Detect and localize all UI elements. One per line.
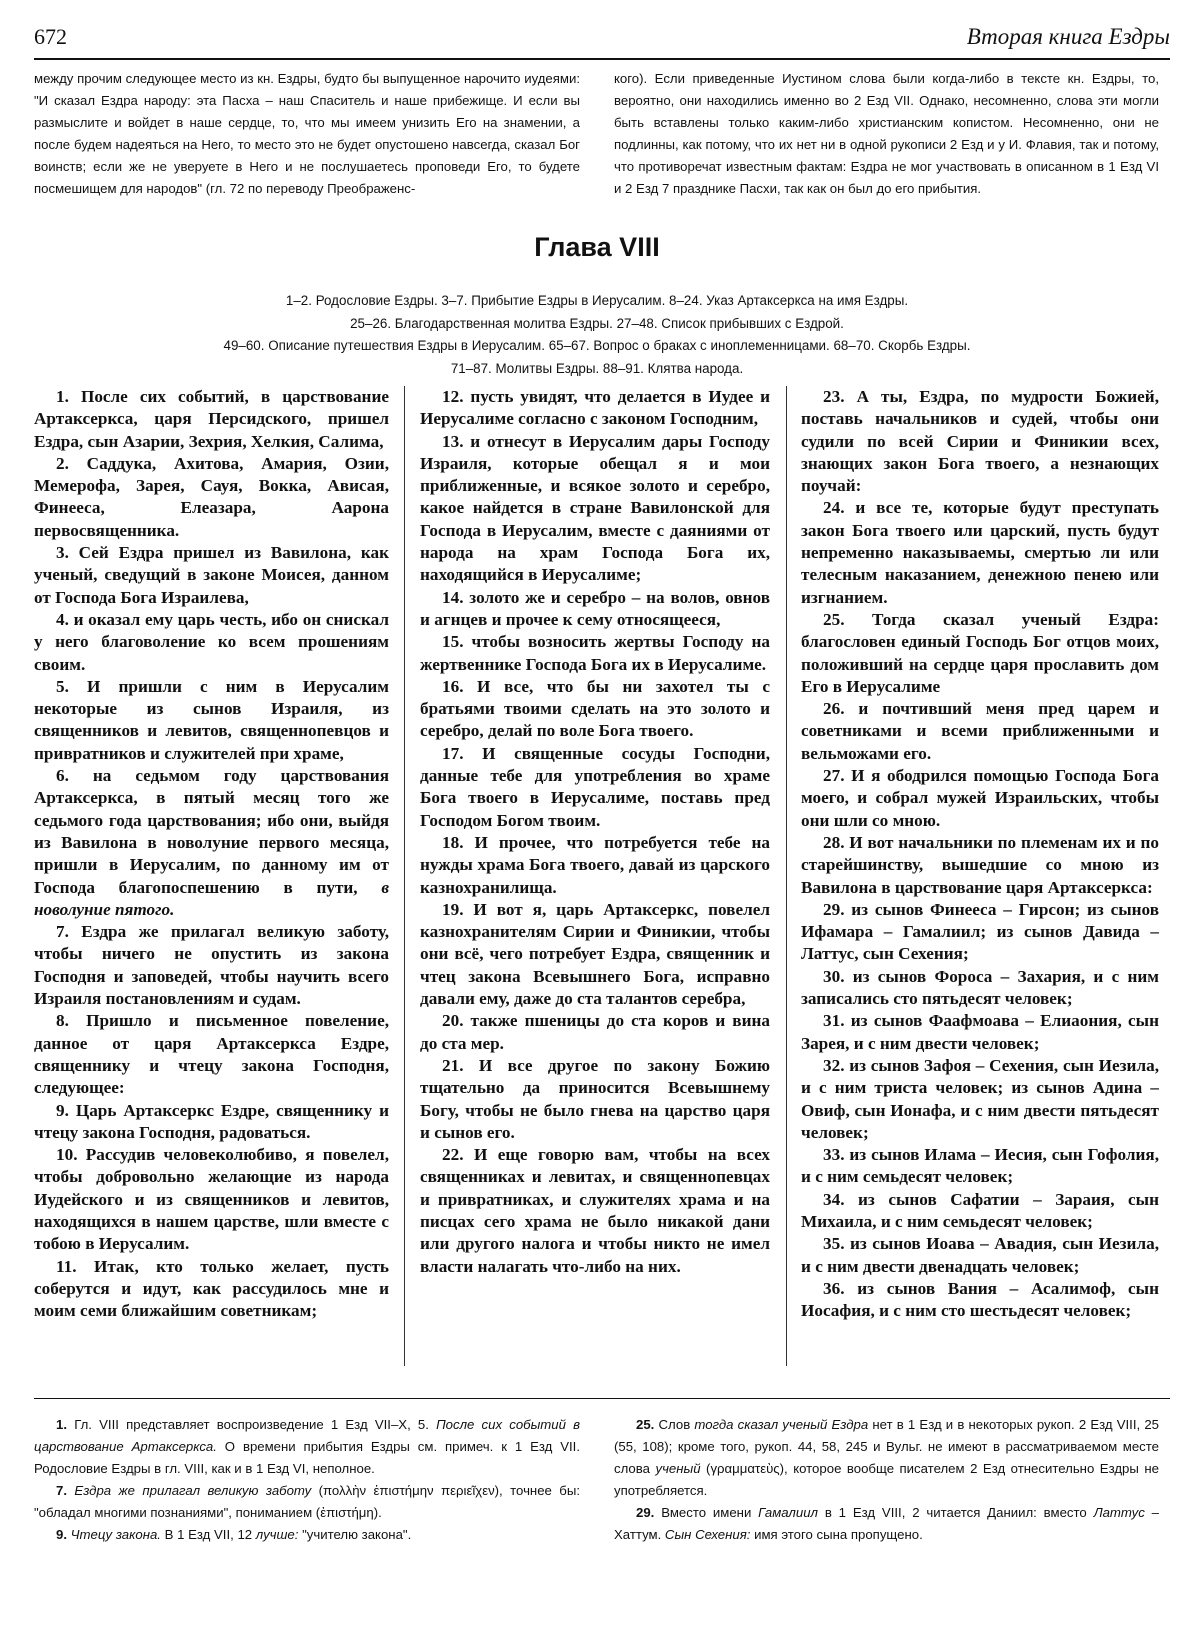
footnote-italic: ученый [655, 1461, 701, 1476]
footnote-text: В 1 Езд VII, 12 [160, 1527, 256, 1542]
footnote-number: 1. [56, 1417, 67, 1432]
footnote-number: 7. [56, 1483, 67, 1498]
verse: 13. и отнесут в Иерусалим дары Господу Израиля, которые обещал я и мои приближенные, и всякое золото и серебро, какое найдется в стране Вавилонской для Господа в Иерусалим, вместе с даяниями от народа на храм Господа Бога их, находящийся в Иерусалиме; [420, 431, 770, 585]
verse: 1. После сих событий, в царствование Артаксеркса, царя Персидского, пришел Ездра, сын Азарии, Зехрия, Хелкия, Салима, [34, 387, 389, 451]
page-number: 672 [34, 24, 67, 49]
verse: 18. И прочее, что потребуется тебе на нужды храма Бога твоего, давай из царского казнохранилища. [420, 832, 770, 897]
footnote-7 [34, 1480, 580, 1524]
chapter-summary [0, 290, 1194, 380]
footnote-text: – Хаттум. [614, 1505, 1159, 1542]
footnote-italic: После сих событий в царствование Артаксеркса. [34, 1417, 580, 1454]
verse: 21. И все другое по закону Божию тщательно да приносится Всевышнему Богу, чтобы не было гнева на царство царя и сынов его. [420, 1055, 770, 1142]
verse: 35. из сынов Иоава – Авадия, сын Иезила, и с ним двести двенадцать человек; [801, 1234, 1159, 1276]
verse: 25. Тогда сказал ученый Ездра: благословен единый Господь Бог отцов моих, положивший на сердце царя прославить дом Его в Иерусалиме [801, 609, 1159, 696]
verse: 10. Рассудив человеколюбиво, я повелел, чтобы добровольно желающие из народа Иудейского и из священников и левитов, находящихся в нашем царстве, шли вместе с тобою в Иерусалим. [34, 1145, 389, 1254]
verse-text: 6. на седьмом году царствования Артаксеркса, в пятый месяц того же седьмого года царствования; ибо они, выйдя из Вавилона в новолуние первого месяца, пришли в Иерусалим, по данному им от Господа благопоспешению в пути, [34, 766, 389, 897]
footnote-italic: Чтецу закона. [70, 1527, 161, 1542]
footnote-text: Гл. VIII представляет воспроизведение 1 Езд VII–X, 5. [74, 1417, 437, 1432]
summary-line: 1–2. Родословие Ездры. 3–7. Прибытие Ездры в Иерусалим. 8–24. Указ Артаксеркса на имя Ездры. [285, 293, 909, 308]
summary-line: 25–26. Благодарственная молитва Ездры. 27–48. Список прибывших с Ездрой. [350, 315, 844, 331]
verse: 9. Царь Артаксеркс Ездре, священнику и чтецу закона Господня, радоваться. [34, 1100, 389, 1142]
verse: 20. также пшеницы до ста коров и вина до ста мер. [420, 1011, 770, 1053]
verse: 32. из сынов Зафоя – Сехения, сын Иезила, и с ним триста человек; из сынов Адина – Овиф, сын Ионафа, и с ним двести пятьдесят человек; [801, 1055, 1159, 1142]
column-divider [404, 386, 405, 1366]
verse-italic-text: в новолуние пятого. [34, 877, 389, 919]
verse: 3. Сей Ездра пришел из Вавилона, как ученый, сведущий в законе Моисея, данном от Господа Бога Израилева, [34, 543, 389, 607]
verse: 33. из сынов Илама – Иесия, сын Гофолия, и с ним семьдесят человек; [801, 1145, 1159, 1187]
verse: 4. и оказал ему царь честь, ибо он снискал у него благоволение ко всем прошениям своим. [34, 609, 389, 674]
summary-line: 49–60. Описание путешествия Ездры в Иерусалим. 65–67. Вопрос о браках с иноплеменницами. 68–70. Скорбь Ездры. [223, 338, 971, 353]
footnote-number: 25. [636, 1417, 655, 1432]
footnote-text: Вместо имени [661, 1505, 759, 1520]
verse: 7. Ездра же прилагал великую заботу, чтобы ничего не опустить из закона Господня и заповедей, чтобы научить всего Израиля постановлениям и судам. [34, 922, 389, 1009]
verse: 11. Итак, кто только желает, пусть соберутся и идут, как рассудилось мне и моим семи ближайшим советникам; [34, 1256, 389, 1321]
verse: 24. и все те, которые будут преступать закон Бога твоего или царский, пусть будут непременно наказываемы, смертью ли или телесным наказанием, денежною пенею или изгнанием. [801, 498, 1159, 607]
verse: 19. И вот я, царь Артаксеркс, повелел казнохранителям Сирии и Финикии, чтобы они всё, чего потребует Ездра, священник и чтец закона Всевышнего Бога, исправно давали ему, даже до ста талантов серебра, [420, 899, 770, 1009]
footnote-italic: Сын Сехения: [664, 1527, 751, 1542]
verse-column-1 [34, 386, 389, 1386]
running-head [34, 18, 1170, 60]
footnote-italic: Гамалиил [758, 1505, 818, 1520]
footnote-italic: Ездра же прилагал великую заботу [74, 1483, 312, 1498]
footnote-number: 9. [56, 1527, 67, 1542]
summary-line: 71–87. Молитвы Ездры. 88–91. Клятва народа. [450, 360, 744, 376]
verse: 16. И все, что бы ни захотел ты с братьями твоими сделать на это золото и серебро, делай по воле Бога твоего. [420, 676, 770, 741]
verse: 5. И пришли с ним в Иерусалим некоторые из сынов Израиля, из священников и левитов, священнопевцов и привратников и служителей при храме, [34, 676, 389, 763]
footnote-text: в 1 Езд VIII, 2 читается Даниил: вместо [817, 1505, 1094, 1520]
verse-column-2 [420, 386, 770, 1386]
footnote-text: О времени прибытия Ездры см. примеч. к 1 Езд VII. Родословие Ездры в гл. VIII, как и в 1 Езд VI, неполное. [34, 1439, 580, 1476]
verse: 22. И еще говорю вам, чтобы на всех священниках и левитах, и священнопевцах и привратниках, и служителях храма и на писцах сего храма не было никакой дани или другого налога и чтобы никто не имел власти налагать что-либо на них. [420, 1145, 770, 1276]
verse: 15. чтобы возносить жертвы Господу на жертвеннике Господа Бога их в Иерусалиме. [420, 632, 770, 674]
verse: 8. Пришло и письменное повеление, данное от царя Артаксеркса Ездре, священнику и чтецу закона Господня, следующее: [34, 1011, 389, 1098]
verse: 26. и почтивший меня пред царем и советниками и всеми приближенными и вельможами его. [801, 699, 1159, 763]
footnote-text: (γραμματεὺς), которое вообще писателем 2 Езд отнесительно Ездры не употребляется. [614, 1461, 1159, 1498]
verse: 36. из сынов Вания – Асалимоф, сын Иосафия, и с ним сто шестьдесят человек; [801, 1278, 1159, 1321]
footnote-text: "учителю закона". [298, 1527, 412, 1542]
footnotes-right [614, 1414, 1159, 1546]
footnote-number: 29. [636, 1505, 655, 1520]
verse-column-3 [801, 386, 1159, 1386]
footnote-text: нет в 1 Езд и в некоторых рукоп. 2 Езд VIII, 25 (55, 108); кроме того, рукоп. 44, 58, 245 и Вульг. не имеют в рассматриваемом месте слова [614, 1417, 1159, 1476]
verse: 31. из сынов Фаафмоава – Елиаония, сын Зарея, и с ним двести человек; [801, 1011, 1159, 1053]
footnote-text: (πολλὴν ἐπιστήμην περιεῖχεν), точнее бы: "обладал многими познаниями", пониманием (ἐπιστήμη). [34, 1483, 580, 1520]
verse-6 [34, 765, 389, 921]
footnote-text: имя этого сына пропущено. [750, 1527, 923, 1542]
verse: 34. из сынов Сафатии – Зараия, сын Михаила, и с ним семьдесят человек; [801, 1189, 1159, 1231]
column-divider [786, 386, 787, 1366]
verse: 28. И вот начальники по племенам их и по старейшинству, вышедшие со мною из Вавилона в царствование царя Артаксеркса: [801, 832, 1159, 897]
verse: 17. И священные сосуды Господни, данные тебе для употребления во храме Бога твоего в Иерусалиме, поставь пред Господом Богом твоим. [420, 743, 770, 830]
footnotes-left [34, 1414, 580, 1546]
verse: 30. из сынов Фороса – Захария, и с ним записались сто пятьдесят человек; [801, 966, 1159, 1009]
book-title: Вторая книга Ездры [966, 24, 1170, 49]
verse: 29. из сынов Финееса – Гирсон; из сынов Ифамара – Гамалиил; из сынов Давида – Латтус, сын Сехения; [801, 899, 1159, 964]
footnote-29 [614, 1502, 1159, 1546]
footnote-9 [34, 1524, 580, 1546]
footnote-25 [614, 1414, 1159, 1502]
verse: 23. А ты, Ездра, по мудрости Божией, поставь начальников и судей, чтобы они судили по всей Сирии и Финикии всех, знающих закон Бога твоего, а незнающих поучай: [801, 387, 1159, 496]
footnote-text: Слов [658, 1417, 695, 1432]
footnote-italic: Латтус [1093, 1505, 1145, 1520]
footnote-italic: лучше: [255, 1527, 299, 1542]
footnote-1 [34, 1414, 580, 1480]
chapter-title: Глава VIII [534, 232, 660, 262]
verse: 2. Саддука, Ахитова, Амария, Озии, Мемерофа, Зарея, Сауя, Вокка, Ависая, Финееса, Елеазара, Аарона первосвященника. [34, 453, 389, 540]
verse: 14. золото же и серебро – на волов, овнов и агнцев и прочее к сему относящееся, [420, 587, 770, 629]
intro-text-left: между прочим следующее место из кн. Ездры, будто бы выпущенное нарочито иудеями: "И сказал Ездра народу: эта Пасха – наш Спаситель и наше прибежище. И если вы размыслите и войдет в наше сердце, то, что мы имеем унизить Его на знамении, а после будем надеяться на Него, то место это не будет опустошено навсегда, сказал Бог воинств; если же не уверуете в Него и не послушаетесь проповеди Его, то будете посмешищем для народов" (гл. 72 по переводу Преображенс- [34, 71, 580, 196]
footnote-divider [34, 1398, 1170, 1399]
verse: 27. И я ободрился помощью Господа Бога моего, и собрал мужей Израильских, чтобы они шли со мною. [801, 766, 1159, 830]
intro-text-right: кого). Если приведенные Иустином слова были когда-либо в тексте кн. Ездры, то, вероятно, они находились именно во 2 Езд VII. Однако, несомненно, слова эти могли быть вставлены только каким-либо христианским копистом. Несомненно, они не подлинны, как потому, что их нет ни в одной рукописи 2 Езд и у И. Флавия, так и потому, что противоречат известным фактам: Ездра не мог участвовать в описанном в 1 Езд VI и 2 Езд 7 празднике Пасхи, так как он был до его прибытия. [614, 71, 1159, 196]
footnote-italic: тогда сказал ученый Ездра [694, 1417, 869, 1432]
verse: 12. пусть увидят, что делается в Иудее и Иерусалиме согласно с законом Господним, [420, 387, 770, 429]
